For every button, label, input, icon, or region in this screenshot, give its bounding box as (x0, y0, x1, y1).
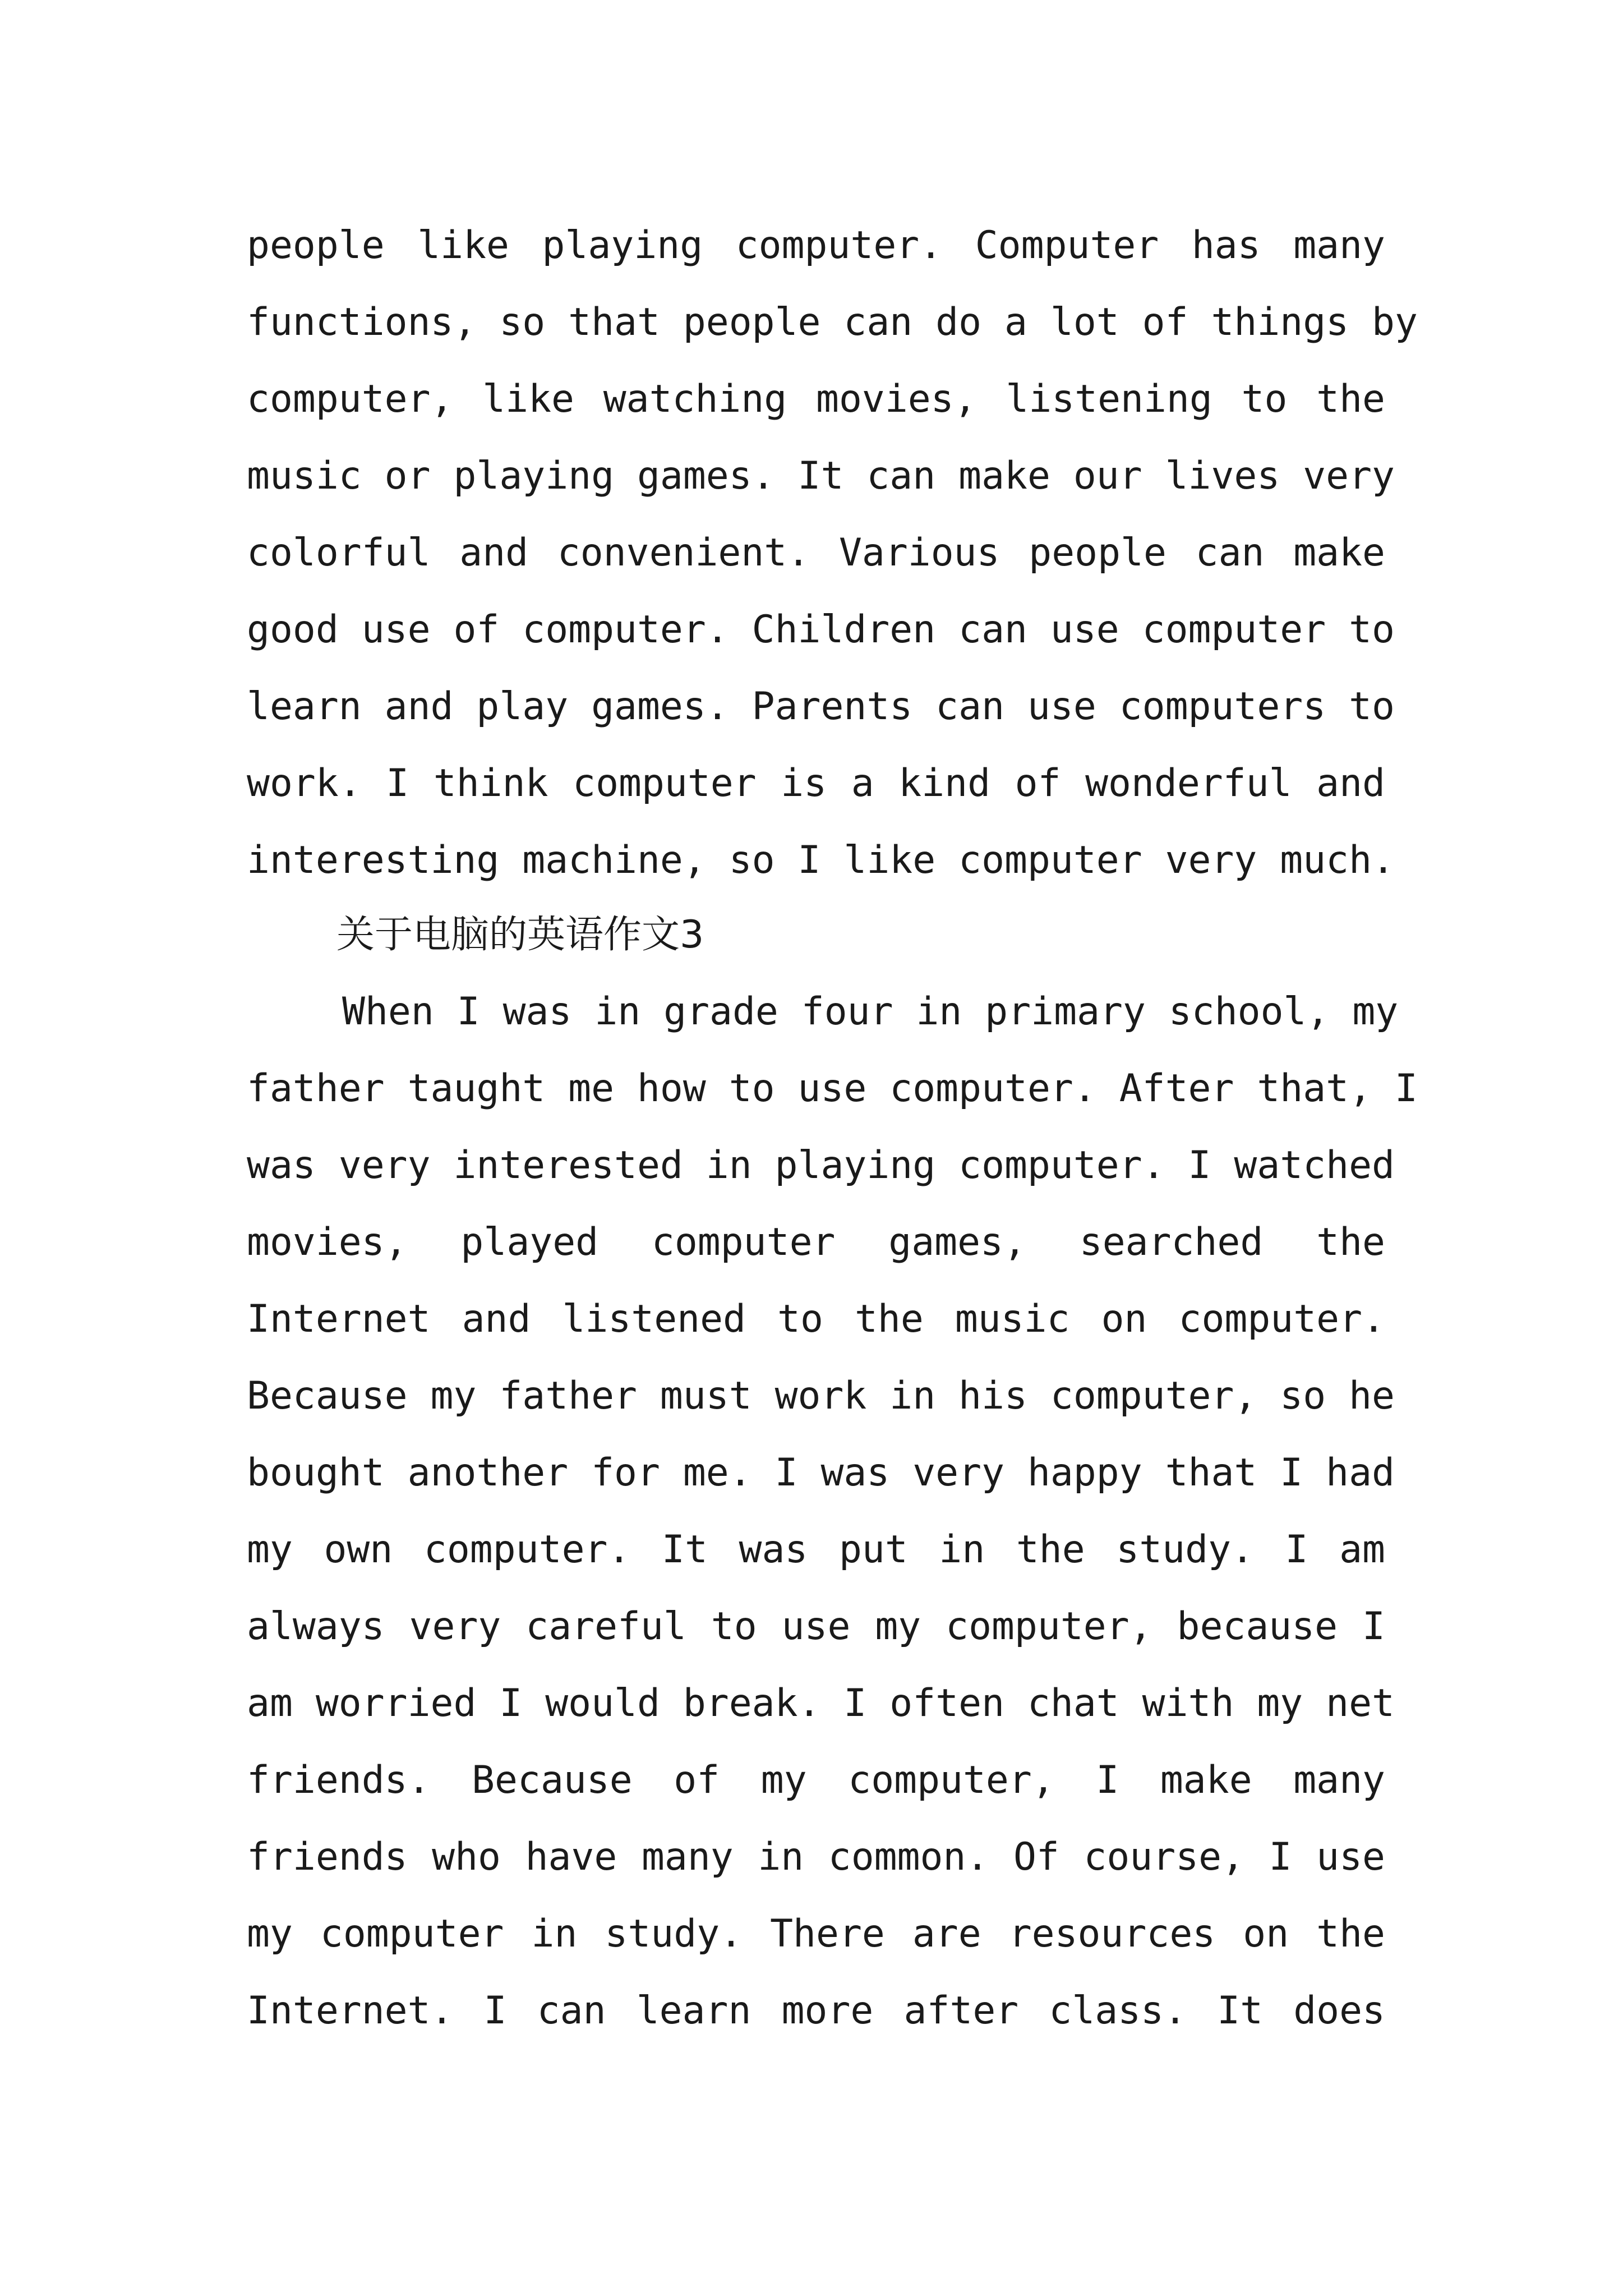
text-line: Because my father must work in his computer, so he (247, 1374, 1395, 1418)
text-line: work. I think computer is a kind of wonderful and (247, 761, 1385, 806)
text-line: friends. Because of my computer, I make many (247, 1758, 1385, 1802)
text-line: computer, like watching movies, listening to the (247, 377, 1385, 421)
section-heading: 关于电脑的英语作文3 (336, 913, 704, 957)
text-line: When I was in grade four in primary school, my (342, 990, 1399, 1034)
paragraph-2 (247, 973, 1418, 2049)
text-line: colorful and convenient. Various people can make (247, 531, 1385, 575)
text-line: was very interested in playing computer. I watched (247, 1143, 1395, 1188)
text-line: music or playing games. It can make our lives very (247, 454, 1395, 498)
text-line: people like playing computer. Computer has many (247, 223, 1385, 268)
text-line: bought another for me. I was very happy that I had (247, 1451, 1395, 1495)
text-line: functions, so that people can do a lot of things by (247, 300, 1418, 344)
text-line: good use of computer. Children can use computer to (247, 608, 1395, 652)
text-line: learn and play games. Parents can use computers to (247, 684, 1395, 729)
text-line: friends who have many in common. Of course, I use (247, 1835, 1385, 1879)
text-line: my own computer. It was put in the study. I am (247, 1527, 1385, 1572)
text-line: movies, played computer games, searched the (247, 1220, 1385, 1264)
text-line: Internet. I can learn more after class. It does (247, 1989, 1385, 2033)
text-line: am worried I would break. I often chat with my net (247, 1681, 1395, 1726)
text-line: always very careful to use my computer, because I (247, 1604, 1385, 1649)
paragraph-1 (247, 207, 1418, 899)
text-line: father taught me how to use computer. After that, I (247, 1066, 1418, 1111)
text-line: Internet and listened to the music on computer. (247, 1297, 1385, 1341)
text-line: my computer in study. There are resources on the (247, 1912, 1385, 1956)
text-line: interesting machine, so I like computer very much. (247, 838, 1395, 882)
